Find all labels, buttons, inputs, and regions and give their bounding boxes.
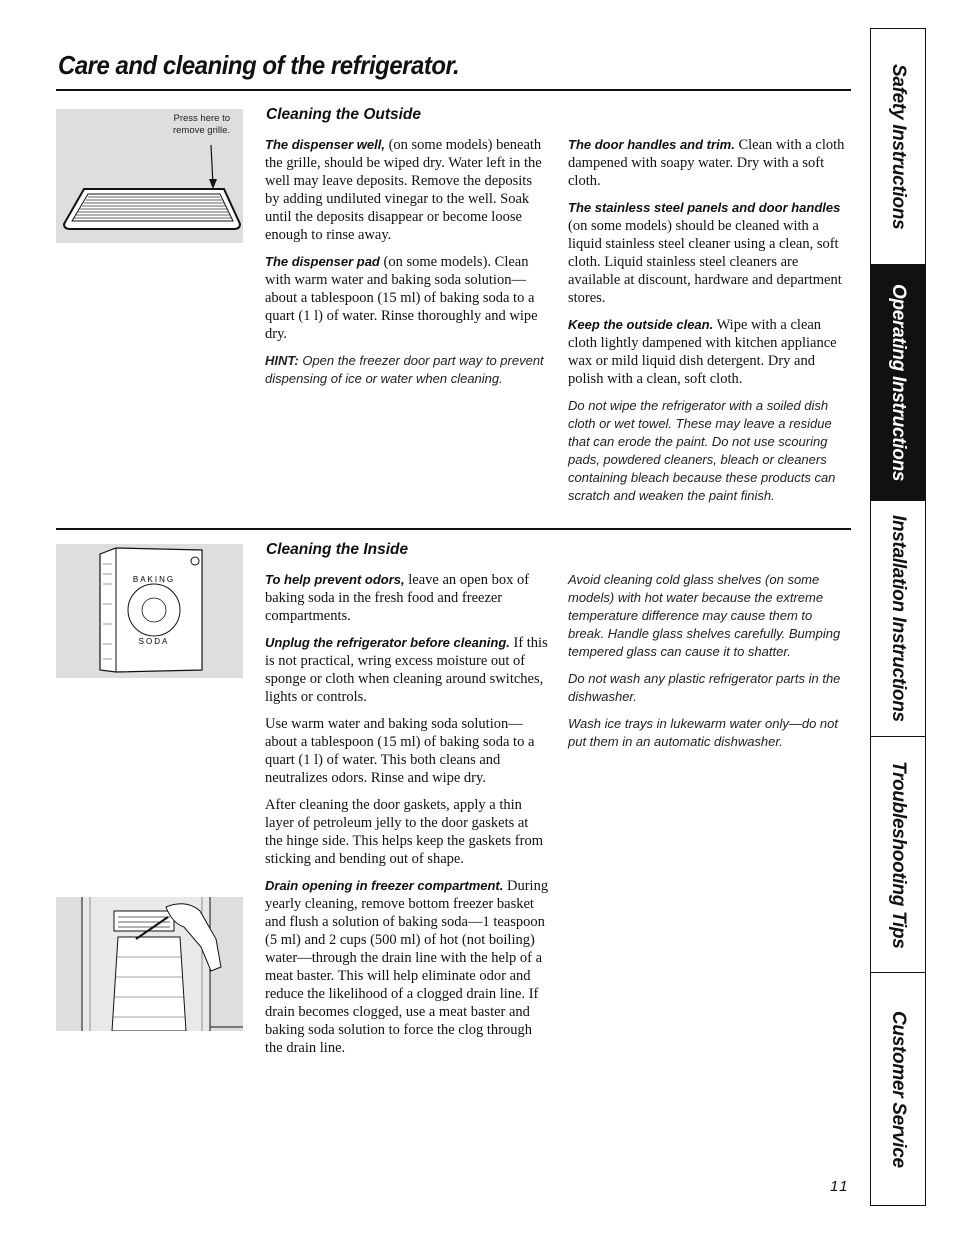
keep-clean-para <box>568 316 850 388</box>
tab-label: Installation Instructions <box>888 515 909 722</box>
dispenser-pad-lead: The dispenser pad <box>265 254 380 269</box>
dishwasher-note: Do not wash any plastic refrigerator parts in the dishwasher. <box>568 671 841 704</box>
unplug-para <box>265 634 549 706</box>
baking-soda-illustration <box>56 544 243 678</box>
page-title: Care and cleaning of the refrigerator. <box>58 50 460 80</box>
keep-clean-text: Wipe with a clean cloth lightly dampened with kitchen appliance wax or mild liquid dish detergent. Dry and polish with a clean, soft cloth. <box>568 317 837 387</box>
tab-operating-instructions[interactable] <box>871 265 925 501</box>
box-label-bottom: SODA <box>138 637 170 646</box>
door-handles-para <box>568 136 850 190</box>
odors-para <box>265 571 549 625</box>
drain-text: During yearly cleaning, remove bottom freezer basket and flush a solution of baking soda—1 teaspoon (5 ml) and 2 cups (500 ml) of hot (not boiling) water—through the drain line with the help of a meat baster. This will help eliminate odor and reduce the likelihood of a clogged drain line. If drain becomes clogged, use a meat baster and baking soda solution to force the clog through the drain line. <box>265 878 549 1056</box>
tab-safety-instructions[interactable] <box>871 29 925 265</box>
paint-warning: Do not wipe the refrigerator with a soiled dish cloth or wet towel. These may leave a residue that can erode the paint. Do not use scouring pads, powdered cleaners, bleach or cleaners containing bleach because these products can scratch and weaken the paint finish. <box>568 398 836 503</box>
section-divider <box>56 528 851 530</box>
dispenser-well-lead: The dispenser well, <box>265 137 385 152</box>
hint-text: Open the freezer door part way to prevent dispensing of ice or water when cleaning. <box>265 353 544 386</box>
tab-installation-instructions[interactable] <box>871 501 925 737</box>
inside-column-2 <box>568 571 850 760</box>
odors-lead: To help prevent odors, <box>265 572 405 587</box>
drain-illustration <box>56 897 243 1031</box>
baking-soda-box-drawing <box>56 544 243 678</box>
unplug-text: If this is not practical, wring excess moisture out of sponge or cloth when cleaning around switches, lights or controls. <box>265 635 548 705</box>
stainless-text: (on some models) should be cleaned with a liquid stainless steel cleaner using a clean, soft cloth. Liquid stainless steel cleaners are available at discount, hardware and department stores. <box>568 218 842 306</box>
door-handles-text: Clean with a cloth dampened with soapy water. Dry with a soft cloth. <box>568 137 845 189</box>
tab-customer-service[interactable] <box>871 973 925 1205</box>
door-handles-lead: The door handles and trim. <box>568 137 735 152</box>
tab-label: Safety Instructions <box>888 63 909 230</box>
inside-column-1 <box>265 571 549 1066</box>
title-rule <box>56 89 851 91</box>
gaskets-para: After cleaning the door gaskets, apply a thin layer of petroleum jelly to the door gaskets at the hinge side. This helps keep the gaskets from sticking and bending out of shape. <box>265 797 543 867</box>
outside-column-1 <box>265 136 549 397</box>
warm-water-para: Use warm water and baking soda solution—about a tablespoon (15 ml) of baking soda to a quart (1 l) of water. This both cleans and neutralizes odors. Rinse and wipe dry. <box>265 716 535 786</box>
glass-shelves-note: Avoid cleaning cold glass shelves (on some models) with hot water because the extreme temperature difference may cause them to break. Handle glass shelves carefully. Bumping tempered glass can cause it to shatter. <box>568 572 841 659</box>
sidebar-nav <box>870 28 926 1206</box>
hint-para <box>265 352 549 388</box>
dispenser-well-para <box>265 136 549 244</box>
tab-label: Troubleshooting Tips <box>888 760 909 949</box>
odors-text: leave an open box of baking soda in the fresh food and freezer compartments. <box>265 572 530 624</box>
drain-para <box>265 877 549 1057</box>
page-number: 11 <box>830 1178 850 1195</box>
stainless-lead: The stainless steel panels and door handles <box>568 200 841 215</box>
tab-label: Operating Instructions <box>888 283 909 482</box>
dispenser-pad-para <box>265 253 549 343</box>
hint-lead: HINT: <box>265 353 299 368</box>
dispenser-pad-text: (on some models). Clean with warm water and baking soda solution—about a tablespoon (15 ml) of baking soda to a quart (1 l) of water. Rinse thoroughly and wipe dry. <box>265 254 538 342</box>
grille-callout: Press here to remove grille. <box>172 113 230 136</box>
outside-column-2 <box>568 136 850 514</box>
outside-heading: Cleaning the Outside <box>266 106 422 123</box>
stainless-para <box>568 199 850 307</box>
tab-label: Customer Service <box>888 1010 909 1168</box>
tab-troubleshooting-tips[interactable] <box>871 737 925 973</box>
dispenser-well-text: (on some models) beneath the grille, should be wiped dry. Water left in the well may leave deposits. Remove the deposits by adding undiluted vinegar to the well. Soak until the deposits disappear or become loose enough to rinse away. <box>265 137 542 243</box>
freezer-drain-drawing <box>56 897 243 1031</box>
keep-clean-lead: Keep the outside clean. <box>568 317 714 332</box>
box-label-top: BAKING <box>132 575 176 584</box>
ice-trays-note: Wash ice trays in lukewarm water only—do not put them in an automatic dishwasher. <box>568 716 838 749</box>
drain-lead: Drain opening in freezer compartment. <box>265 878 504 893</box>
unplug-lead: Unplug the refrigerator before cleaning. <box>265 635 510 650</box>
inside-heading: Cleaning the Inside <box>266 541 409 558</box>
